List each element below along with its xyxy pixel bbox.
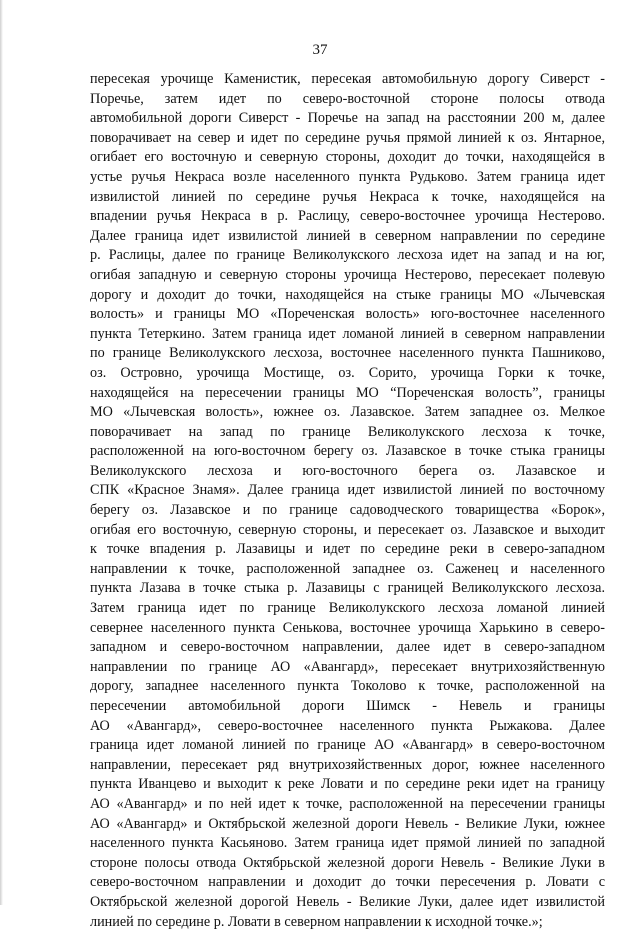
- text-line: Октябрьской железной дорогой Невель - Великие Луки, далее идет извилистой: [90, 893, 605, 910]
- text-line: АО «Авангард» и по ней идет к точке, расположенной на пересечении границы: [90, 795, 605, 812]
- text-line: извилистой линией по середине ручья Некраса к точке, находящейся на: [90, 188, 605, 205]
- text-line: севернее населенного пункта Сенькова, восточнее урочища Харькино в северо-: [90, 619, 605, 636]
- text-line: поворачивает на север и идет по середине ручья прямой линией к оз. Янтарное,: [90, 129, 605, 146]
- text-line: огибает его восточную и северную стороны, доходит до точки, находящейся в: [90, 149, 605, 166]
- text-line: впадении ручья Некраса в р. Раслицу, северо-восточнее урочища Нестерово.: [90, 208, 605, 225]
- document-body: [90, 70, 605, 932]
- text-line: граница идет ломаной линией по границе АО «Авангард» в северо-восточном: [90, 737, 605, 754]
- text-line: оз. Островно, урочища Мостище, оз. Сорито, урочища Горки к точке,: [90, 364, 605, 381]
- text-line: пункта Иванцево и выходит к реке Ловати и по середине реки идет на границу: [90, 776, 605, 793]
- text-line: Поречье, затем идет по северо-восточной стороне полосы отвода: [90, 90, 605, 107]
- text-line: р. Раслицы, далее по границе Великолукского лесхоза идет на запад и на юг,: [90, 247, 605, 264]
- text-line: населенного пункта Касьяново. Затем граница идет прямой линией по западной: [90, 835, 605, 852]
- text-line: пересекая урочище Каменистик, пересекая автомобильную дорогу Сиверст -: [90, 71, 605, 87]
- text-line: по границе Великолукского лесхоза, восточнее населенного пункта Пашниково,: [90, 345, 605, 362]
- page-edge: [0, 0, 3, 905]
- text-line: СПК «Красное Знамя». Далее граница идет извилистой линией по восточному: [90, 482, 605, 499]
- text-line: линией по середине р. Ловати в северном направлении к исходной точке.»;: [90, 913, 543, 930]
- page-number: 37: [312, 42, 328, 58]
- text-line: поворачивает на запад по границе Великолукского лесхоза к точке,: [90, 423, 605, 440]
- text-line: пункта Лазава в точке стыка р. Лазавицы с границей Великолукского лесхоза.: [90, 580, 605, 597]
- text-line: находящейся на пересечении границы МО “Пореченская волость”, границы: [90, 384, 605, 401]
- text-line: АО «Авангард», северо-восточнее населенного пункта Рыжакова. Далее: [90, 717, 605, 734]
- text-line: стороне полосы отвода Октябрьской железной дороги Невель - Великие Луки в: [90, 854, 605, 871]
- text-line: направлении к точке, расположенной западнее оз. Саженец и населенного: [90, 560, 605, 577]
- text-line: Затем граница идет по границе Великолукского лесхоза ломаной линией: [90, 600, 605, 617]
- text-line: направлении по границе АО «Авангард», пересекает внутрихозяйственную: [90, 658, 605, 675]
- text-line: автомобильной дороги Сиверст - Поречье на запад на расстоянии 200 м, далее: [90, 110, 605, 127]
- text-line: Великолукского лесхоза и юго-восточного берега оз. Лазавское и: [90, 462, 605, 479]
- text-line: МО «Лычевская волость», южнее оз. Лазавское. Затем западнее оз. Мелкое: [90, 404, 605, 421]
- text-line: АО «Авангард» и Октябрьской железной дороги Невель - Великие Луки, южнее: [90, 815, 605, 832]
- text-line: направлении, пересекает ряд внутрихозяйственных дорог, южнее населенного: [90, 756, 605, 773]
- text-line: к точке впадения р. Лазавицы и идет по середине реки в северо-западном: [90, 541, 605, 558]
- text-line: устье ручья Некраса возле населенного пункта Рудьково. Затем граница идет: [90, 168, 605, 185]
- text-line: волость» и границы МО «Пореченская волость» юго-восточнее населенного: [90, 306, 605, 323]
- text-line: западном и северо-восточном направлении, далее идет в северо-западном: [90, 639, 605, 656]
- text-line: огибая западную и северную стороны урочища Нестерово, пересекает полевую: [90, 266, 605, 283]
- text-line: огибая его восточную, северную стороны, и пересекает оз. Лазавское и выходит: [90, 521, 605, 538]
- text-line: пункта Тетеркино. Затем граница идет ломаной линией в северном направлении: [90, 325, 605, 342]
- text-line: дорогу и доходит до точки, находящейся на стыке границы МО «Лычевская: [90, 286, 605, 303]
- text-line: берегу оз. Лазавское и по границе садоводческого товарищества «Борок»,: [90, 502, 605, 519]
- text-line: пересечении автомобильной дороги Шимск - Невель и границы: [90, 698, 605, 714]
- text-line: дорогу, западнее населенного пункта Токолово к точке, расположенной на: [90, 678, 605, 695]
- text-line: северо-восточном направлении и доходит до точки пересечения р. Ловати с: [90, 874, 605, 891]
- text-line: расположенной на юго-восточном берегу оз. Лазавское в точке стыка границы: [90, 443, 605, 460]
- text-line: Далее граница идет извилистой линией в северном направлении по середине: [90, 227, 605, 244]
